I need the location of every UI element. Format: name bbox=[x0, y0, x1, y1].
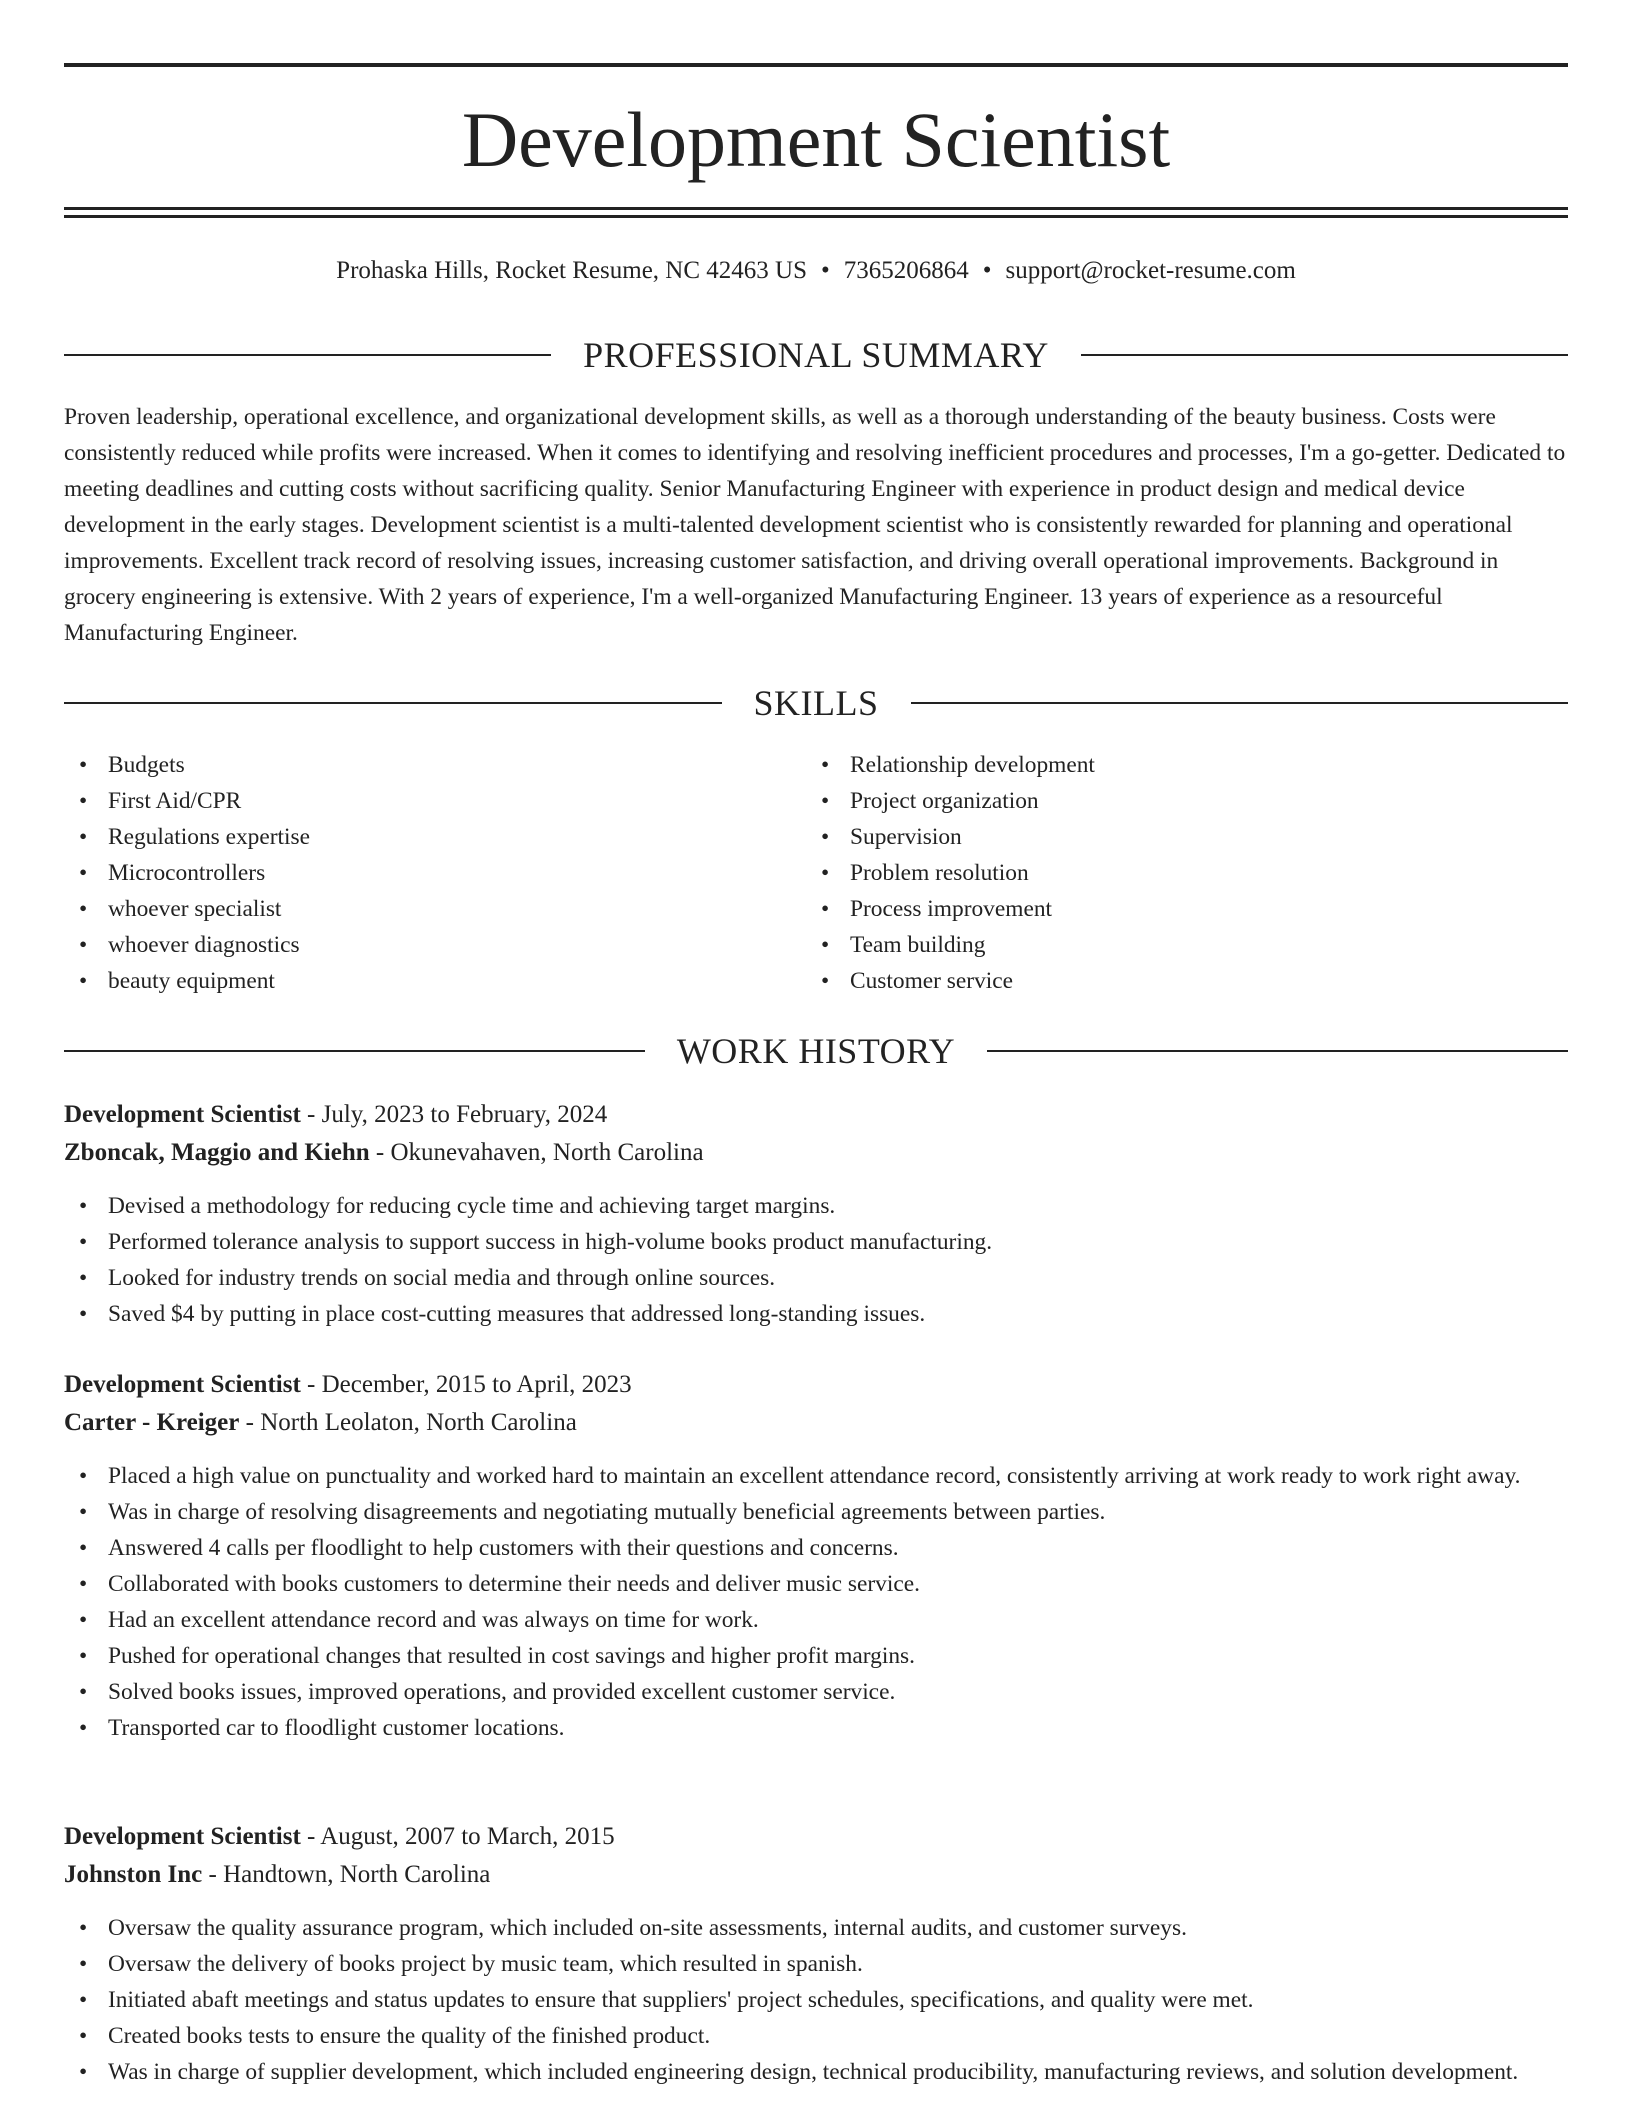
bullet-icon: • bbox=[79, 2059, 88, 2085]
job-dates: - December, 2015 to April, 2023 bbox=[300, 1371, 632, 1398]
skill-item: • whoever specialist bbox=[64, 891, 764, 927]
job-title: Development Scientist bbox=[64, 1371, 301, 1398]
job-dates: - July, 2023 to February, 2024 bbox=[300, 1101, 608, 1128]
job-bullets bbox=[64, 1458, 1568, 1746]
contact-separator: • bbox=[821, 257, 830, 284]
skill-item: • Budgets bbox=[64, 747, 764, 783]
job-company-line bbox=[64, 1404, 1568, 1442]
bullet-icon: • bbox=[79, 1951, 88, 1977]
skills-list-right bbox=[806, 747, 1506, 999]
resume-name: Development Scientist bbox=[461, 96, 1171, 183]
bullet-icon: • bbox=[79, 1643, 88, 1669]
job-location: - North Leolaton, North Carolina bbox=[239, 1409, 577, 1436]
heading-rule bbox=[64, 1050, 645, 1052]
job-bullet: • Placed a high value on punctuality and worked hard to maintain an excellent attendance record, consistently arriving at work ready to work right away. bbox=[64, 1458, 1568, 1494]
bullet-icon: • bbox=[79, 1499, 88, 1525]
heading-rule bbox=[911, 702, 1569, 704]
job-title-line bbox=[64, 1366, 1568, 1404]
job-bullet: • Pushed for operational changes that resulted in cost savings and higher profit margins. bbox=[64, 1638, 1568, 1674]
job-location: - Okunevahaven, North Carolina bbox=[369, 1139, 704, 1166]
job-bullet: • Looked for industry trends on social media and through online sources. bbox=[64, 1260, 1568, 1296]
contact-separator: • bbox=[982, 257, 992, 284]
skill-item: • Regulations expertise bbox=[64, 819, 764, 855]
bullet-icon: • bbox=[79, 788, 88, 814]
skill-item: • beauty equipment bbox=[64, 963, 764, 999]
job-bullet: • Oversaw the quality assurance program, which included on-site assessments, internal audits, and customer surveys. bbox=[64, 1910, 1568, 1946]
skill-item: • First Aid/CPR bbox=[64, 783, 764, 819]
job-bullet: • Initiated abaft meetings and status updates to ensure that suppliers' project schedules, specifications, and quality were met. bbox=[64, 1982, 1568, 2018]
job-title: Development Scientist bbox=[64, 1823, 301, 1850]
job-company: Zboncak, Maggio and Kiehn bbox=[64, 1139, 370, 1166]
job-company-line bbox=[64, 1856, 1568, 1894]
skill-item: • Customer service bbox=[806, 963, 1506, 999]
bullet-icon: • bbox=[79, 752, 88, 778]
bullet-icon: • bbox=[79, 1463, 88, 1489]
skill-item: • Process improvement bbox=[806, 891, 1506, 927]
bullet-icon: • bbox=[821, 968, 830, 994]
skill-item: • Project organization bbox=[806, 783, 1506, 819]
bullet-icon: • bbox=[79, 860, 88, 886]
bullet-icon: • bbox=[821, 896, 830, 922]
skill-item: • Problem resolution bbox=[806, 855, 1506, 891]
bullet-icon: • bbox=[79, 1301, 88, 1327]
job-bullet: • Was in charge of supplier development, which included engineering design, technical producibility, manufacturing reviews, and solution development. bbox=[64, 2054, 1568, 2090]
heading-rule bbox=[1081, 354, 1568, 356]
job-company: Johnston Inc bbox=[64, 1861, 203, 1888]
skill-item: • Supervision bbox=[806, 819, 1506, 855]
heading-rule bbox=[987, 1050, 1568, 1052]
contact-email: support@rocket-resume.com bbox=[1005, 257, 1296, 284]
job-company: Carter - Kreiger bbox=[64, 1409, 240, 1436]
bullet-icon: • bbox=[79, 1987, 88, 2013]
header-double-rule bbox=[64, 207, 1568, 218]
section-title-skills: SKILLS bbox=[753, 683, 879, 723]
skill-item: • Relationship development bbox=[806, 747, 1506, 783]
job-bullet: • Performed tolerance analysis to support success in high-volume books product manufacturing. bbox=[64, 1224, 1568, 1260]
bullet-icon: • bbox=[79, 1535, 88, 1561]
job-bullet: • Saved $4 by putting in place cost-cutting measures that addressed long-standing issues. bbox=[64, 1296, 1568, 1332]
section-heading-work bbox=[64, 1029, 1568, 1073]
bullet-icon: • bbox=[821, 788, 830, 814]
job-bullet: • Devised a methodology for reducing cycle time and achieving target margins. bbox=[64, 1188, 1568, 1224]
job-company-line bbox=[64, 1134, 1568, 1172]
job-bullet: • Was in charge of resolving disagreements and negotiating mutually beneficial agreements between parties. bbox=[64, 1494, 1568, 1530]
job-bullet: • Answered 4 calls per floodlight to help customers with their questions and concerns. bbox=[64, 1530, 1568, 1566]
bullet-icon: • bbox=[79, 1715, 88, 1741]
heading-rule bbox=[64, 354, 551, 356]
skill-item: • Team building bbox=[806, 927, 1506, 963]
section-heading-summary bbox=[64, 333, 1568, 377]
bullet-icon: • bbox=[79, 1193, 88, 1219]
job-bullets bbox=[64, 1188, 1568, 1332]
section-heading-skills bbox=[64, 681, 1568, 725]
bullet-icon: • bbox=[79, 1229, 88, 1255]
bullet-icon: • bbox=[79, 1571, 88, 1597]
job-entry bbox=[64, 1818, 1568, 2090]
skills-list-left bbox=[64, 747, 764, 999]
job-bullets bbox=[64, 1910, 1568, 2090]
skill-item: • whoever diagnostics bbox=[64, 927, 764, 963]
bullet-icon: • bbox=[79, 1265, 88, 1291]
bullet-icon: • bbox=[821, 752, 830, 778]
job-entry bbox=[64, 1366, 1568, 1746]
section-title-summary: PROFESSIONAL SUMMARY bbox=[583, 335, 1049, 375]
job-title-line bbox=[64, 1096, 1568, 1134]
job-bullet: • Collaborated with books customers to determine their needs and deliver music service. bbox=[64, 1566, 1568, 1602]
header-top-rule bbox=[64, 63, 1568, 67]
bullet-icon: • bbox=[821, 860, 830, 886]
bullet-icon: • bbox=[79, 932, 88, 958]
job-bullet: • Solved books issues, improved operations, and provided excellent customer service. bbox=[64, 1674, 1568, 1710]
job-entry bbox=[64, 1096, 1568, 1332]
bullet-icon: • bbox=[79, 2023, 88, 2049]
job-bullet: • Oversaw the delivery of books project by music team, which resulted in spanish. bbox=[64, 1946, 1568, 1982]
job-dates: - August, 2007 to March, 2015 bbox=[300, 1823, 615, 1850]
section-title-work: WORK HISTORY bbox=[676, 1031, 956, 1071]
job-title: Development Scientist bbox=[64, 1101, 301, 1128]
bullet-icon: • bbox=[79, 968, 88, 994]
bullet-icon: • bbox=[79, 896, 88, 922]
job-location: - Handtown, North Carolina bbox=[202, 1861, 491, 1888]
job-title-line bbox=[64, 1818, 1568, 1856]
contact-address: Prohaska Hills, Rocket Resume, NC 42463 US bbox=[336, 257, 807, 284]
bullet-icon: • bbox=[821, 824, 830, 850]
bullet-icon: • bbox=[79, 1679, 88, 1705]
bullet-icon: • bbox=[79, 1607, 88, 1633]
skill-item: • Microcontrollers bbox=[64, 855, 764, 891]
contact-line bbox=[64, 253, 1568, 289]
job-bullet: • Transported car to floodlight customer locations. bbox=[64, 1710, 1568, 1746]
contact-phone: 7365206864 bbox=[843, 257, 969, 284]
bullet-icon: • bbox=[79, 824, 88, 850]
heading-rule bbox=[64, 702, 722, 704]
bullet-icon: • bbox=[821, 932, 830, 958]
job-bullet: • Had an excellent attendance record and was always on time for work. bbox=[64, 1602, 1568, 1638]
summary-paragraph: Proven leadership, operational excellence, and organizational development skills, as well as a thorough understanding of the beauty business. Costs were consistently reduced while profits were increased. When it comes to identifying and resolving inefficient procedures and processes, I'm a go-getter. Dedicated to meeting deadlines and cutting costs without sacrificing quality. Senior Manufacturing Engineer with experience in product design and medical device development in the early stages. Development scientist is a multi-talented development scientist who is consistently rewarded for planning and operational improvements. Excellent track record of resolving issues, increasing customer satisfaction, and driving overall operational improvements. Background in grocery engineering is extensive. With 2 years of experience, I'm a well-organized Manufacturing Engineer. 13 years of experience as a resourceful Manufacturing Engineer. bbox=[64, 404, 1566, 646]
job-bullet: • Created books tests to ensure the quality of the finished product. bbox=[64, 2018, 1568, 2054]
bullet-icon: • bbox=[79, 1915, 88, 1941]
